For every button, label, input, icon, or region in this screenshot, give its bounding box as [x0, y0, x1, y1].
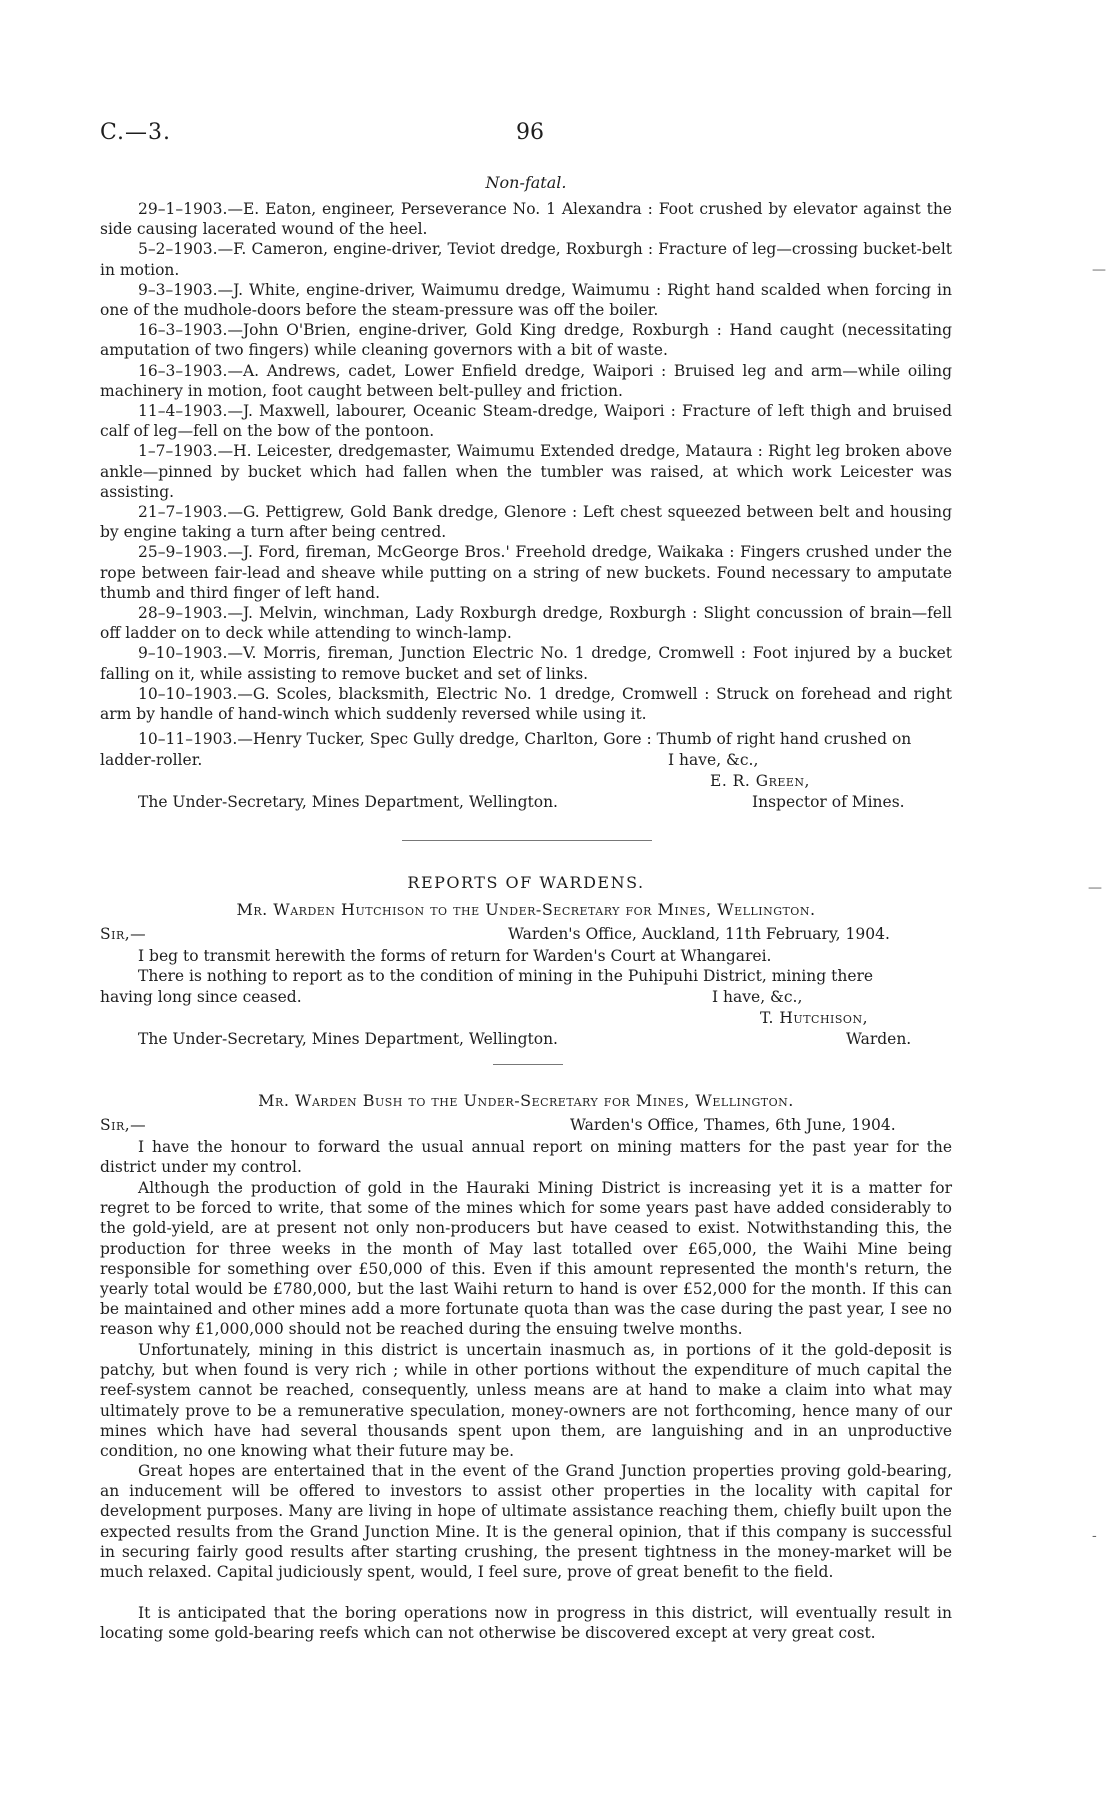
accident-entry: 25–9–1903.—J. Ford, fireman, McGeorge Bros.' Freehold dredge, Waikaka : Fingers crushed under the rope between fair-lead and sheave while putting on a string of new buckets. Found necessary to amputate thumb and third finger of left hand. — [100, 543, 952, 602]
signature-title: Inspector of Mines. — [752, 793, 905, 811]
office-dateline: Warden's Office, Thames, 6th June, 1904. — [570, 1116, 896, 1134]
accident-entry: 9–10–1903.—V. Morris, fireman, Junction Electric No. 1 dredge, Cromwell : Foot injured by a bucket falling on it, while assisting to remove bucket and set of links. — [100, 644, 952, 683]
margin-scan-mark: — — [1088, 880, 1102, 896]
accident-entry: 16–3–1903.—John O'Brien, engine-driver, Gold King dredge, Roxburgh : Hand caught (necessitating amputation of two fingers) while cleaning governors with a bit of waste. — [100, 321, 952, 360]
accident-list — [100, 199, 952, 724]
report-paragraph: Although the production of gold in the Hauraki Mining District is increasing yet it is a matter for regret to be forced to write, that some of the mines which for some years past have added considerably to the gold-yield, are at present not only non-producers but have ceased to exist. Notwithstanding this, the production for three weeks in the month of May last totalled over £65,000, the Waihi Mine being responsible for something over £50,000 of this. Even if this amount represented the month's return, the yearly total would be £780,000, but the last Waihi return to hand is over £52,000 for the month. If this can be maintained and other mines add a more fortunate quota than was the case during the past year, I see no reason why £1,000,000 should not be reached during the ensuing twelve months. — [100, 1179, 952, 1339]
report-heading-text: Mr. Warden Bush to the Under-Secretary for Mines, Wellington. — [258, 1091, 794, 1110]
accident-entry: 16–3–1903.—A. Andrews, cadet, Lower Enfield dredge, Waipori : Bruised leg and arm—while oiling machinery in motion, foot caught between belt-pulley and friction. — [100, 361, 952, 400]
report-paragraph: Unfortunately, mining in this district is uncertain inasmuch as, in portions of it the gold-deposit is patchy, but when found is very rich ; while in other portions without the expenditure of much capital the reef-system cannot be reached, consequently, unless means are at hand to make a claim into what may ultimately prove to be a remunerative speculation, money-owners are not forthcoming, hence many of our mines which have had several thousands spent upon them, are languishing and in an unproductive condition, no one knowing what their future may be. — [100, 1341, 952, 1461]
report-paragraph: It is anticipated that the boring operations now in progress in this district, will eventually result in locating some gold-bearing reefs which can not otherwise be discovered except at very great cost. — [100, 1604, 952, 1643]
accident-entry: 11–4–1903.—J. Maxwell, labourer, Oceanic Steam-dredge, Waipori : Fracture of left thigh and bruised calf of leg—fell on the bow of the pontoon. — [100, 402, 952, 441]
report-paragraph-line: having long since ceased. — [100, 988, 302, 1006]
accident-entry: 1–7–1903.—H. Leicester, dredgemaster, Waimumu Extended dredge, Mataura : Right leg broken above ankle—pinned by bucket which had fallen when the tumbler was raised, at which work Leicester was assisting. — [100, 442, 952, 501]
office-dateline: Warden's Office, Auckland, 11th February, 1904. — [508, 925, 890, 943]
accident-entry-last-line2: ladder-roller. — [100, 751, 203, 769]
page-number: 96 — [516, 120, 544, 145]
section-divider — [402, 840, 652, 841]
signature-title: Warden. — [846, 1030, 912, 1048]
report-paragraph-line: There is nothing to report as to the condition of mining in the Puhipuhi District, mining there — [138, 967, 874, 985]
addressee: The Under-Secretary, Mines Department, Wellington. — [138, 793, 558, 811]
closing-phrase: I have, &c., — [668, 751, 759, 769]
closing-phrase: I have, &c., — [712, 988, 803, 1006]
addressee: The Under-Secretary, Mines Department, Wellington. — [138, 1030, 558, 1048]
margin-scan-mark: - — [1092, 1528, 1097, 1544]
report-heading-hutchison — [100, 900, 952, 919]
section-title-reports: REPORTS OF WARDENS. — [407, 873, 645, 892]
signature-name: E. R. Green, — [710, 772, 810, 790]
accident-entry: 21–7–1903.—G. Pettigrew, Gold Bank dredge, Glenore : Left chest squeezed between belt and housing by engine taking a turn after being centred. — [100, 503, 952, 542]
report-heading-bush — [100, 1091, 952, 1110]
salutation: Sir,— — [100, 925, 147, 943]
section-title-nonfatal: Non-fatal. — [485, 173, 567, 192]
salutation: Sir,— — [100, 1116, 147, 1134]
report-heading-text: Mr. Warden Hutchison to the Under-Secretary for Mines, Wellington. — [236, 900, 816, 919]
signature-name: T. Hutchison, — [760, 1009, 868, 1027]
accident-entry: 10–10–1903.—G. Scoles, blacksmith, Electric No. 1 dredge, Cromwell : Struck on forehead and right arm by handle of hand-winch which suddenly reversed while using it. — [100, 684, 952, 724]
margin-scan-mark: — — [1092, 262, 1106, 278]
accident-entry: 9–3–1903.—J. White, engine-driver, Waimumu dredge, Waimumu : Right hand scalded when forcing in one of the mudhole-doors before the steam-pressure was off the boiler. — [100, 280, 952, 320]
short-divider — [493, 1064, 563, 1065]
document-reference: C.—3. — [100, 120, 172, 145]
accident-entry-last-line1: 10–11–1903.—Henry Tucker, Spec Gully dredge, Charlton, Gore : Thumb of right hand crushed on — [138, 730, 912, 748]
accident-entry: 29–1–1903.—E. Eaton, engineer, Perseverance No. 1 Alexandra : Foot crushed by elevator against the side causing lacerated wound of the heel. — [100, 200, 952, 239]
report-paragraph: I have the honour to forward the usual annual report on mining matters for the past year for the district under my control. — [100, 1138, 952, 1177]
accident-entry: 28–9–1903.—J. Melvin, winchman, Lady Roxburgh dredge, Roxburgh : Slight concussion of brain—fell off ladder on to deck while attending to winch-lamp. — [100, 604, 952, 643]
report-paragraph: I beg to transmit herewith the forms of return for Warden's Court at Whangarei. — [138, 947, 772, 965]
report-paragraph: Great hopes are entertained that in the event of the Grand Junction properties proving gold-bearing, an inducement will be offered to investors to assist other properties in the locality with capital for development purposes. Many are living in hope of ultimate assistance reaching them, chiefly built upon the expected results from the Grand Junction Mine. It is the general opinion, that if this company is successful in securing fairly good results after starting crushing, the present tightness in the money-market will be much relaxed. Capital judiciously spent, would, I feel sure, prove of great benefit to the field. — [100, 1462, 952, 1582]
accident-entry: 5–2–1903.—F. Cameron, engine-driver, Teviot dredge, Roxburgh : Fracture of leg—crossing bucket-belt in motion. — [100, 240, 952, 279]
